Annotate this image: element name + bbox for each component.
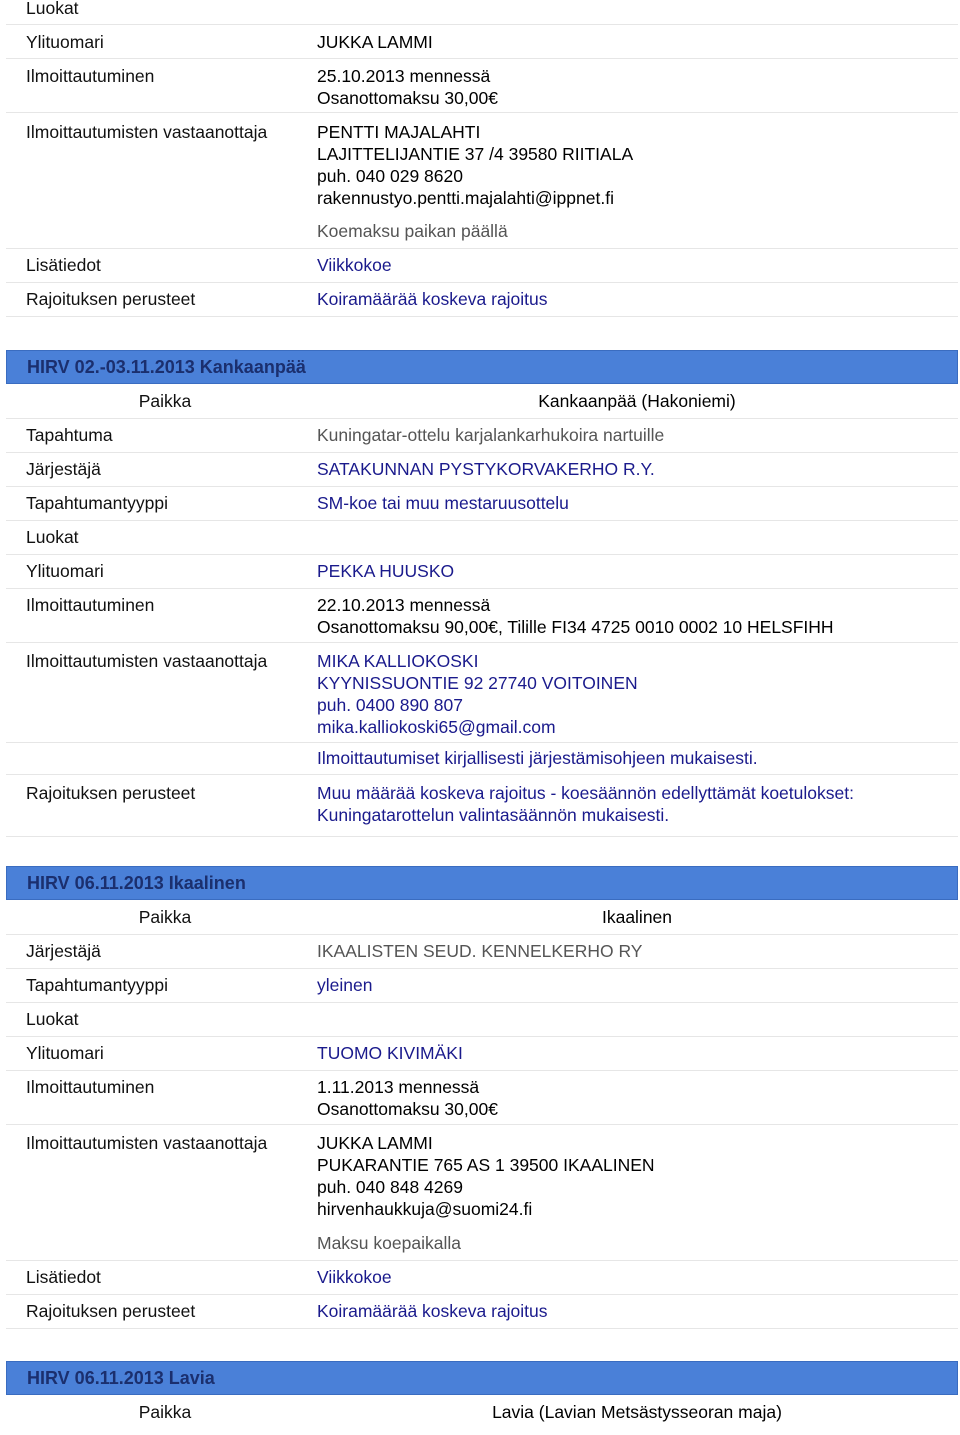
lisatiedot-value: Viikkokoe — [317, 255, 392, 275]
vastaanottaja-label: Ilmoittautumisten vastaanottaja — [26, 122, 268, 142]
row-paikka — [6, 384, 958, 419]
row-lisatiedot — [6, 248, 958, 283]
lisatiedot-label: Lisätiedot — [26, 255, 101, 275]
ylituomari-label: Ylituomari — [26, 1043, 104, 1063]
row-kirjallisesti — [6, 742, 958, 775]
tapahtuma-label: Tapahtuma — [26, 425, 113, 445]
paikka-label: Paikka — [138, 907, 192, 927]
rajoitus-value: Muu määrää koskeva rajoitus - koesäännön edellyttämät koetulokset: Kuningatarottelun valintasäännön mukaisesti. — [317, 783, 854, 825]
ylituomari-label: Ylituomari — [26, 32, 104, 52]
row-koemaksu — [6, 216, 958, 249]
ylituomari-value: JUKKA LAMMI — [317, 32, 433, 52]
row-jarjestaja — [6, 452, 958, 487]
row-rajoitus — [6, 774, 958, 837]
row-ilmoittautuminen — [6, 1070, 958, 1125]
paikka-value: Lavia (Lavian Metsästysseoran maja) — [492, 1402, 782, 1422]
event-title: HIRV 06.11.2013 Lavia — [27, 1368, 215, 1388]
row-ilmoittautuminen — [6, 58, 958, 113]
ilmoittautuminen-label: Ilmoittautuminen — [26, 1077, 155, 1097]
event-title: HIRV 02.-03.11.2013 Kankaanpää — [27, 357, 306, 377]
rajoitus-value: Koiramäärää koskeva rajoitus — [317, 289, 548, 309]
paikka-label: Paikka — [138, 1402, 192, 1422]
maksu-text: Maksu koepaikalla — [317, 1233, 461, 1253]
row-paikka — [6, 1395, 958, 1429]
luokat-label: Luokat — [26, 1009, 79, 1029]
paikka-value: Kankaanpää (Hakoniemi) — [538, 391, 736, 411]
vastaanottaja-email: hirvenhaukkuja@suomi24.fi — [317, 1199, 533, 1219]
lisatiedot-value: Viikkokoe — [317, 1267, 392, 1287]
rajoitus-label: Rajoituksen perusteet — [26, 289, 196, 309]
luokat-label: Luokat — [26, 527, 79, 547]
row-lisatiedot — [6, 1260, 958, 1295]
vastaanottaja-email: mika.kalliokoski65@gmail.com — [317, 717, 556, 737]
event-title: HIRV 06.11.2013 Ikaalinen — [27, 873, 246, 893]
row-rajoitus — [6, 1294, 958, 1329]
tyyppi-label: Tapahtumantyyppi — [26, 975, 169, 995]
vastaanottaja-value: JUKKA LAMMI PUKARANTIE 765 AS 1 39500 IKAALINEN puh. 040 848 4269 hirvenhaukkuja@suomi24.fi — [317, 1133, 655, 1219]
rajoitus-label: Rajoituksen perusteet — [26, 783, 196, 803]
rajoitus-label: Rajoituksen perusteet — [26, 1301, 196, 1321]
event-header — [6, 350, 958, 384]
row-luokat — [6, 1002, 958, 1037]
lisatiedot-label: Lisätiedot — [26, 1267, 101, 1287]
row-vastaanottaja — [6, 112, 958, 216]
kirjallisesti-text: Ilmoittautumiset kirjallisesti järjestämisohjeen mukaisesti. — [317, 748, 758, 768]
row-tapahtuma — [6, 418, 958, 453]
row-jarjestaja — [6, 934, 958, 969]
vastaanottaja-email: rakennustyo.pentti.majalahti@ippnet.fi — [317, 188, 614, 208]
koemaksu-text: Koemaksu paikan päällä — [317, 221, 508, 241]
ylituomari-label: Ylituomari — [26, 561, 104, 581]
ilmoittautuminen-label: Ilmoittautuminen — [26, 595, 155, 615]
vastaanottaja-label: Ilmoittautumisten vastaanottaja — [26, 1133, 268, 1153]
row-ylituomari — [6, 24, 958, 59]
tyyppi-value: SM-koe tai muu mestaruusottelu — [317, 493, 569, 513]
row-luokat — [6, 520, 958, 555]
ilmoittautuminen-value: 1.11.2013 mennessä Osanottomaksu 30,00€ — [317, 1077, 498, 1119]
row-luokat — [6, 0, 958, 25]
row-ylituomari — [6, 554, 958, 589]
row-tyyppi — [6, 486, 958, 521]
tapahtuma-value: Kuningatar-ottelu karjalankarhukoira nartuille — [317, 425, 665, 445]
row-vastaanottaja — [6, 1124, 958, 1228]
vastaanottaja-label: Ilmoittautumisten vastaanottaja — [26, 651, 268, 671]
row-ylituomari — [6, 1036, 958, 1071]
row-maksu — [6, 1228, 958, 1261]
paikka-value: Ikaalinen — [601, 907, 673, 927]
row-rajoitus — [6, 282, 958, 317]
row-ilmoittautuminen — [6, 588, 958, 643]
luokat-label: Luokat — [26, 0, 79, 18]
vastaanottaja-value: MIKA KALLIOKOSKI KYYNISSUONTIE 92 27740 VOITOINEN puh. 0400 890 807 mika.kalliokoski65@gmail.com — [317, 651, 638, 737]
event-header — [6, 1361, 958, 1395]
jarjestaja-label: Järjestäjä — [26, 941, 101, 961]
tyyppi-label: Tapahtumantyyppi — [26, 493, 169, 513]
jarjestaja-label: Järjestäjä — [26, 459, 101, 479]
ilmoittautuminen-value: 22.10.2013 mennessä Osanottomaksu 90,00€, Tilille FI34 4725 0010 0002 10 HELSFIHH — [317, 595, 834, 637]
ilmoittautuminen-label: Ilmoittautuminen — [26, 66, 155, 86]
rajoitus-value: Koiramäärää koskeva rajoitus — [317, 1301, 548, 1321]
ylituomari-value: PEKKA HUUSKO — [317, 561, 455, 581]
row-vastaanottaja — [6, 642, 958, 743]
jarjestaja-value: SATAKUNNAN PYSTYKORVAKERHO R.Y. — [317, 459, 655, 479]
ilmoittautuminen-value: 25.10.2013 mennessä Osanottomaksu 30,00€ — [317, 66, 498, 108]
paikka-label: Paikka — [138, 391, 192, 411]
row-paikka — [6, 900, 958, 935]
vastaanottaja-value: PENTTI MAJALAHTI LAJITTELIJANTIE 37 /4 39580 RIITIALA puh. 040 029 8620 rakennustyo.pentti.majalahti@ippnet.fi — [317, 122, 634, 208]
ylituomari-value: TUOMO KIVIMÄKI — [317, 1043, 463, 1063]
jarjestaja-value: IKAALISTEN SEUD. KENNELKERHO RY — [317, 941, 643, 961]
event-header — [6, 866, 958, 900]
tyyppi-value: yleinen — [317, 975, 373, 995]
row-tyyppi — [6, 968, 958, 1003]
